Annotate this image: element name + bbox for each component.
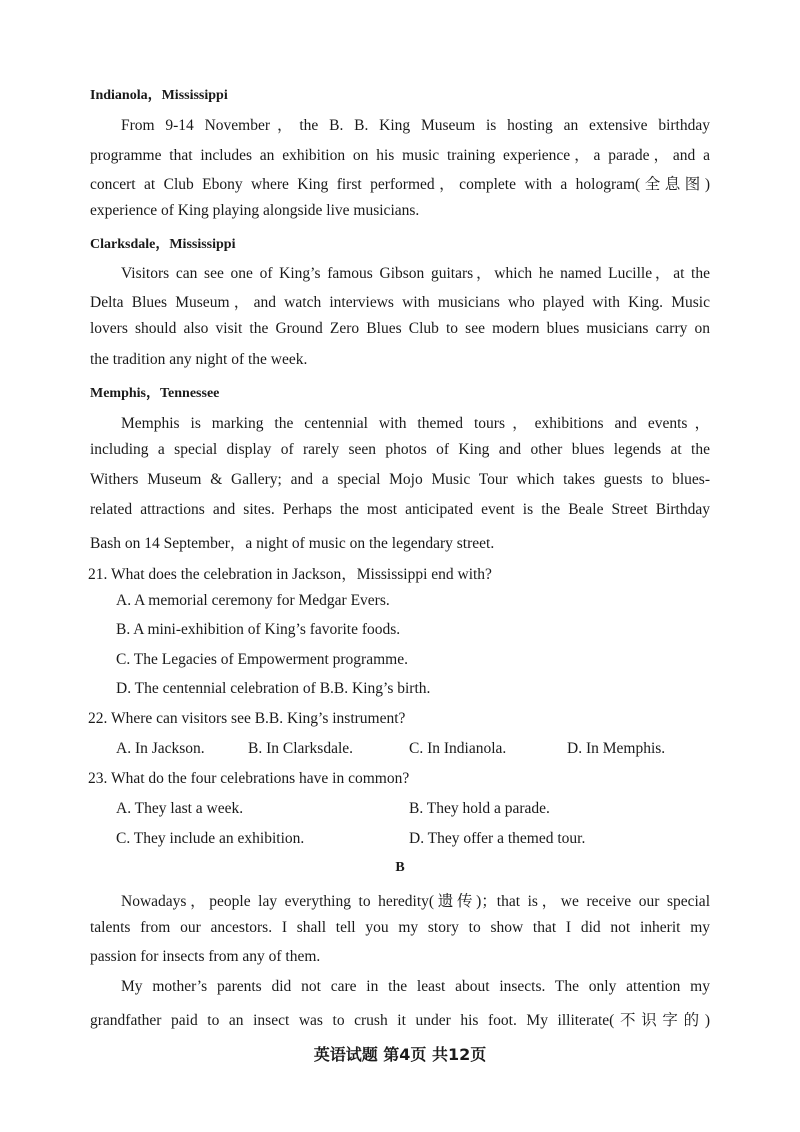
paragraph-line: Memphis is marking the centennial with themed tours，exhibitions and events， [121,415,710,432]
question-22-stem: 22. Where can visitors see B.B. King’s instrument? [88,710,406,727]
paragraph-line: talents from our ancestors. I shall tell you my story to show that I did not inherit my [90,919,710,936]
paragraph-line: including a special display of rarely seen photos of King and other blues legends at the [90,441,710,458]
question-23-option-d: D. They offer a themed tour. [409,830,586,847]
page-footer: 英语试题 第4页 共12页 [313,1045,487,1064]
passage-b-label: B [395,860,405,875]
question-21-option-a: A. A memorial ceremony for Medgar Evers. [116,592,390,609]
paragraph-line: Bash on 14 September，a night of music on the legendary street. [90,535,495,552]
question-23-stem: 23. What do the four celebrations have in common? [88,770,410,787]
section-heading-memphis: Memphis，Tennessee [90,386,220,401]
paragraph-line: lovers should also visit the Ground Zero Blues Club to see modern blues musicians carry on [90,320,710,337]
question-22-option-b: B. In Clarksdale. [248,740,354,757]
paragraph-line: programme that includes an exhibition on his music training experience，a parade，and a [90,147,710,164]
paragraph-line: Visitors can see one of King’s famous Gibson guitars，which he named Lucille，at the [121,265,710,282]
paragraph-line: related attractions and sites. Perhaps the most anticipated event is the Beale Street Birthday [90,501,710,518]
paragraph-line: the tradition any night of the week. [90,351,308,368]
paragraph-line: Delta Blues Museum，and watch interviews with musicians who played with King. Music [90,294,710,311]
paragraph-line: experience of King playing alongside live musicians. [90,202,420,219]
paragraph-line: From 9-14 November，the B. B. King Museum is hosting an extensive birthday [121,117,710,134]
question-23-option-b: B. They hold a parade. [409,800,550,817]
paragraph-line: grandfather paid to an insect was to crush it under his foot. My illiterate(不识字的) [90,1012,710,1029]
question-21-option-c: C. The Legacies of Empowerment programme. [116,651,408,668]
question-21-stem: 21. What does the celebration in Jackson，Mississippi end with? [88,566,492,583]
paragraph-line: Nowadays，people lay everything to heredity(遗传)；that is，we receive our special [121,893,710,910]
question-22-option-a: A. In Jackson. [116,740,205,757]
paragraph-line: passion for insects from any of them. [90,948,321,965]
question-22-option-c: C. In Indianola. [409,740,507,757]
section-heading-clarksdale: Clarksdale，Mississippi [90,237,236,252]
paragraph-line: concert at Club Ebony where King first performed，complete with a hologram(全息图) [90,176,710,193]
question-21-option-b: B. A mini-exhibition of King’s favorite foods. [116,621,401,638]
question-23-option-c: C. They include an exhibition. [116,830,305,847]
question-21-option-d: D. The centennial celebration of B.B. King’s birth. [116,680,431,697]
question-23-option-a: A. They last a week. [116,800,244,817]
section-heading-indianola: Indianola，Mississippi [90,88,228,103]
paragraph-line: My mother’s parents did not care in the least about insects. The only attention my [121,978,710,995]
question-22-option-d: D. In Memphis. [567,740,666,757]
paragraph-line: Withers Museum & Gallery; and a special Mojo Music Tour which takes guests to blues- [90,471,710,488]
